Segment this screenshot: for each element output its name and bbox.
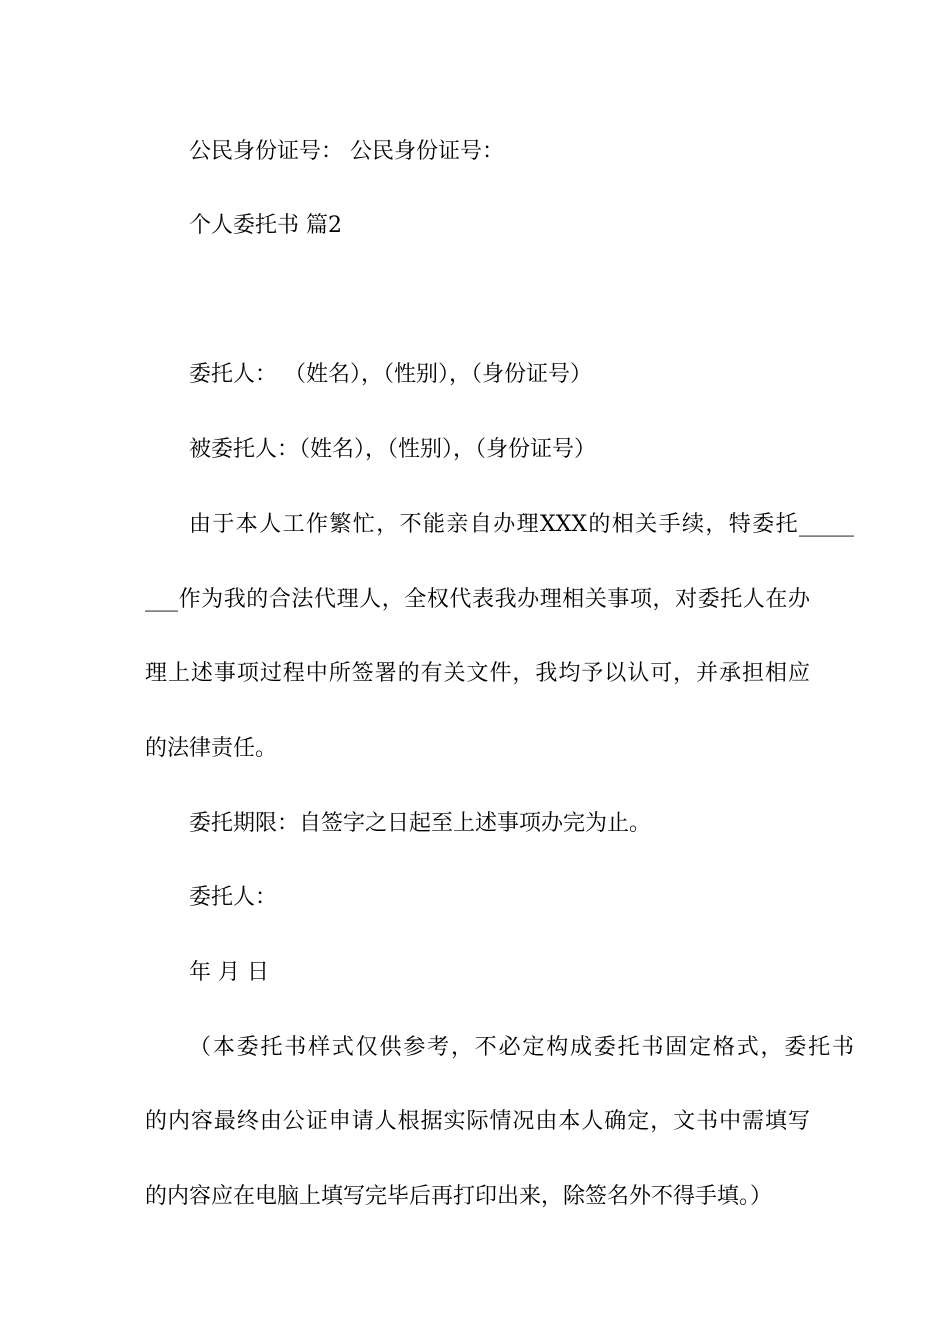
agent-line: 被委托人：（姓名），（性别），（身份证号） bbox=[189, 437, 597, 462]
term-line: 委托期限：自签字之日起至上述事项办完为止。 bbox=[189, 811, 652, 836]
note-paragraph-line: （本委托书样式仅供参考，不必定构成委托书固定格式，委托书 bbox=[189, 1035, 854, 1060]
principal-line: 委托人： （姓名），（性别），（身份证号） bbox=[189, 362, 592, 387]
body-paragraph-line: ___作为我的合法代理人，全权代表我办理相关事项，对委托人在办 bbox=[145, 587, 810, 612]
note-paragraph-line: 的内容应在电脑上填写完毕后再打印出来，除签名外不得手填。） bbox=[145, 1184, 773, 1209]
body-paragraph-line: 由于本人工作繁忙，不能亲自办理XXX的相关手续，特委托_____ bbox=[189, 512, 854, 537]
body-paragraph-line: 理上述事项过程中所签署的有关文件，我均予以认可，并承担相应 bbox=[145, 661, 810, 686]
signature-label: 委托人： bbox=[189, 885, 278, 910]
body-paragraph-line: 的法律责任。 bbox=[145, 736, 278, 761]
date-line: 年 月 日 bbox=[189, 960, 269, 985]
section-heading: 个人委托书 篇2 bbox=[189, 213, 342, 238]
id-number-line: 公民身份证号： 公民身份证号： bbox=[189, 139, 504, 164]
note-paragraph-line: 的内容最终由公证申请人根据实际情况由本人确定，文书中需填写 bbox=[145, 1109, 810, 1134]
